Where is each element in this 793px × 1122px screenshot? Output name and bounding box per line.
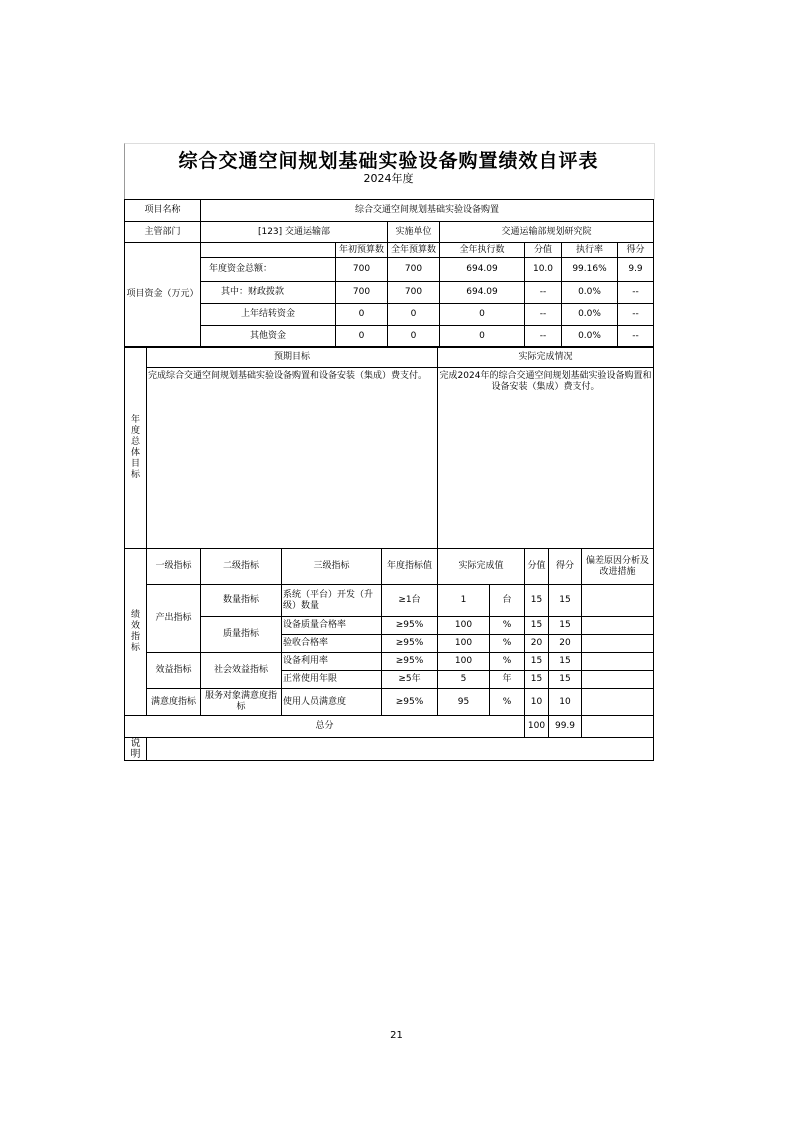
target-value: ≥95% — [382, 635, 438, 653]
score: 10 — [525, 689, 549, 716]
dept: [123] 交通运输部 — [201, 222, 388, 243]
deviation-note — [582, 689, 654, 716]
funds-cell: 0.0% — [562, 326, 618, 347]
target-value: ≥5年 — [382, 671, 438, 689]
funds-cell: 0 — [388, 326, 440, 347]
goals-table — [124, 347, 654, 549]
funds-header: 全年预算数 — [388, 243, 440, 258]
score-got: 10 — [549, 689, 582, 716]
funds-header-blank — [201, 243, 336, 258]
funds-cell: 0.0% — [562, 282, 618, 304]
funds-cell: 0 — [336, 304, 388, 326]
actual-unit: % — [490, 653, 525, 671]
actual-unit: 年 — [490, 671, 525, 689]
total-label: 总分 — [125, 716, 525, 738]
actual-value: 100 — [438, 653, 490, 671]
total-got: 99.9 — [549, 716, 582, 738]
form-title: 综合交通空间规划基础实验设备购置绩效自评表 — [178, 150, 599, 172]
funds-cell: -- — [618, 304, 654, 326]
level3-indicator: 设备质量合格率 — [282, 617, 382, 635]
level2-quantity: 数量指标 — [201, 585, 282, 617]
actual-result-text: 完成2024年的综合交通空间规划基础实验设备购置和设备安装（集成）费支付。 — [438, 368, 654, 549]
note-content — [147, 738, 654, 761]
dept-label: 主管部门 — [125, 222, 201, 243]
funds-cell: 0 — [440, 304, 525, 326]
funds-cell: 700 — [388, 258, 440, 282]
perf-header: 二级指标 — [201, 549, 282, 585]
score: 15 — [525, 617, 549, 635]
perf-header: 年度指标值 — [382, 549, 438, 585]
target-value: ≥95% — [382, 617, 438, 635]
funds-header: 全年执行数 — [440, 243, 525, 258]
funds-cell: 700 — [388, 282, 440, 304]
actual-result-header: 实际完成情况 — [438, 348, 654, 368]
funds-row-name: 其他资金 — [201, 326, 336, 347]
funds-row-name: 年度资金总额： — [201, 258, 336, 282]
score-got: 15 — [549, 671, 582, 689]
page-number: 21 — [390, 1030, 403, 1041]
expected-goal-text: 完成综合交通空间规划基础实验设备购置和设备安装（集成）费支付。 — [147, 368, 438, 549]
project-name: 综合交通空间规划基础实验设备购置 — [201, 200, 654, 222]
level2-service: 服务对象满意度指标 — [201, 689, 282, 716]
level1-benefit: 效益指标 — [147, 653, 201, 689]
score-got: 15 — [549, 617, 582, 635]
score-got: 20 — [549, 635, 582, 653]
actual-value: 100 — [438, 617, 490, 635]
funds-cell: 10.0 — [525, 258, 562, 282]
score: 15 — [525, 585, 549, 617]
score: 15 — [525, 671, 549, 689]
score: 20 — [525, 635, 549, 653]
actual-value: 100 — [438, 635, 490, 653]
funds-cell: 0 — [440, 326, 525, 347]
actual-value: 95 — [438, 689, 490, 716]
total-score: 100 — [525, 716, 549, 738]
target-value: ≥95% — [382, 653, 438, 671]
actual-unit: 台 — [490, 585, 525, 617]
level1-output: 产出指标 — [147, 585, 201, 653]
funds-cell: 0 — [336, 326, 388, 347]
funds-header: 年初预算数 — [336, 243, 388, 258]
actual-value: 5 — [438, 671, 490, 689]
expected-goal-header: 预期目标 — [147, 348, 438, 368]
funds-header: 得分 — [618, 243, 654, 258]
level3-indicator: 系统（平台）开发（升级）数量 — [282, 585, 382, 617]
score-got: 15 — [549, 653, 582, 671]
target-value: ≥95% — [382, 689, 438, 716]
perf-header: 分值 — [525, 549, 549, 585]
funds-cell: -- — [525, 326, 562, 347]
funds-cell: -- — [525, 304, 562, 326]
funds-cell: 99.16% — [562, 258, 618, 282]
actual-unit: % — [490, 617, 525, 635]
funds-cell: 694.09 — [440, 282, 525, 304]
funds-cell: -- — [618, 326, 654, 347]
deviation-note — [582, 671, 654, 689]
score: 15 — [525, 653, 549, 671]
level3-indicator: 正常使用年限 — [282, 671, 382, 689]
level3-indicator: 验收合格率 — [282, 635, 382, 653]
actual-value: 1 — [438, 585, 490, 617]
funds-cell: 0.0% — [562, 304, 618, 326]
deviation-note — [582, 635, 654, 653]
funds-header: 执行率 — [562, 243, 618, 258]
funds-header: 分值 — [525, 243, 562, 258]
deviation-note — [582, 585, 654, 617]
score-got: 15 — [549, 585, 582, 617]
level1-satisfaction: 满意度指标 — [147, 689, 201, 716]
funds-cell: 700 — [336, 282, 388, 304]
actual-unit: % — [490, 635, 525, 653]
target-value: ≥1台 — [382, 585, 438, 617]
goals-label: 年度总体目标 — [125, 348, 147, 549]
form-year: 2024年度 — [363, 172, 414, 185]
funds-row-name: 其中：财政拨款 — [201, 282, 336, 304]
perf-header: 三级指标 — [282, 549, 382, 585]
funds-cell: -- — [618, 282, 654, 304]
level2-quality: 质量指标 — [201, 617, 282, 653]
performance-table — [124, 548, 654, 761]
level3-indicator: 设备利用率 — [282, 653, 382, 671]
unit: 交通运输部规划研究院 — [440, 222, 654, 243]
perf-header: 一级指标 — [147, 549, 201, 585]
deviation-note — [582, 653, 654, 671]
funds-cell: 694.09 — [440, 258, 525, 282]
performance-label: 绩效指标 — [125, 549, 147, 716]
perf-header: 得分 — [549, 549, 582, 585]
note-label: 说明 — [125, 738, 147, 761]
funds-row-name: 上年结转资金 — [201, 304, 336, 326]
total-note — [582, 716, 654, 738]
funds-cell: 0 — [388, 304, 440, 326]
unit-label: 实施单位 — [388, 222, 440, 243]
funds-cell: 9.9 — [618, 258, 654, 282]
level3-indicator: 使用人员满意度 — [282, 689, 382, 716]
funds-cell: -- — [525, 282, 562, 304]
deviation-note — [582, 617, 654, 635]
funds-cell: 700 — [336, 258, 388, 282]
project-name-label: 项目名称 — [125, 200, 201, 222]
level2-social: 社会效益指标 — [201, 653, 282, 689]
funds-label: 项目资金（万元） — [125, 243, 201, 347]
perf-header: 实际完成值 — [438, 549, 525, 585]
funds-table — [124, 199, 654, 347]
actual-unit: % — [490, 689, 525, 716]
perf-header: 偏差原因分析及改进措施 — [582, 549, 654, 585]
